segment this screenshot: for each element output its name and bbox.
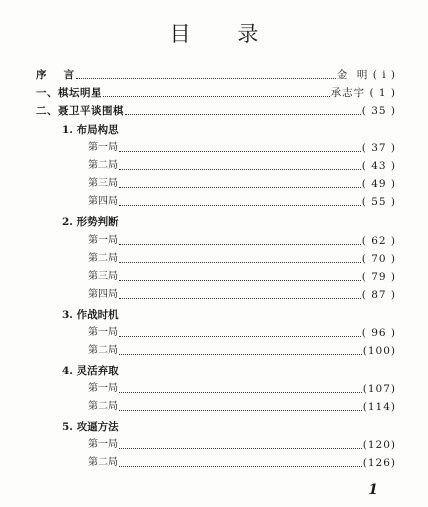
toc-section-3[interactable]: [62, 308, 262, 322]
dot-leader: [119, 298, 361, 299]
toc-section-label: 2. 形势判断: [62, 216, 119, 228]
toc-game-label: 第三局: [88, 271, 118, 282]
toc-game-label: 第二局: [88, 345, 118, 356]
toc-game-entry[interactable]: [88, 234, 396, 248]
dot-leader: [119, 244, 361, 245]
toc-game-entry[interactable]: [88, 177, 396, 191]
toc-game-entry[interactable]: [88, 326, 396, 340]
toc-entry-label: 序 言: [36, 69, 75, 81]
toc-game-label: 第二局: [88, 253, 118, 264]
toc-entry-page: ( 35 ): [361, 105, 396, 117]
toc-entry-preface[interactable]: [36, 68, 396, 82]
toc-game-entry[interactable]: [88, 344, 396, 358]
toc-game-entry[interactable]: [88, 456, 396, 470]
dot-leader: [76, 78, 336, 79]
dot-leader: [119, 392, 362, 393]
toc-game-page: (107): [362, 383, 396, 395]
toc-section-label: 3. 作战时机: [62, 309, 119, 321]
toc-game-label: 第二局: [88, 457, 118, 468]
toc-section-4[interactable]: [62, 364, 262, 378]
toc-game-page: ( 55 ): [361, 196, 396, 208]
toc-game-entry[interactable]: [88, 159, 396, 173]
dot-leader: [119, 280, 361, 281]
page-number: 1: [368, 482, 378, 498]
toc-game-entry[interactable]: [88, 382, 396, 396]
toc-game-page: ( 49 ): [361, 178, 396, 190]
toc-game-page: ( 43 ): [361, 160, 396, 172]
toc-game-label: 第一局: [88, 383, 118, 394]
dot-leader: [119, 262, 361, 263]
toc-section-label: 5. 攻逼方法: [62, 421, 119, 433]
toc-game-page: ( 70 ): [361, 253, 396, 265]
toc-game-page: (120): [362, 439, 396, 451]
toc-game-page: ( 37 ): [361, 142, 396, 154]
toc-game-label: 第三局: [88, 178, 118, 189]
toc-game-entry[interactable]: [88, 288, 396, 302]
toc-game-label: 第一局: [88, 327, 118, 338]
toc-game-page: (114): [362, 401, 396, 413]
toc-game-label: 第一局: [88, 439, 118, 450]
toc-game-label: 第二局: [88, 160, 118, 171]
toc-entry-author: 金 明 ( i ): [336, 69, 396, 81]
dot-leader: [119, 354, 362, 355]
toc-entry-chapter-2[interactable]: [36, 104, 396, 118]
toc-game-label: 第四局: [88, 196, 118, 207]
dot-leader: [119, 205, 361, 206]
toc-game-label: 第一局: [88, 142, 118, 153]
dot-leader: [119, 336, 361, 337]
toc-game-label: 第一局: [88, 235, 118, 246]
toc-game-label: 第二局: [88, 401, 118, 412]
dot-leader: [119, 187, 361, 188]
toc-section-5[interactable]: [62, 420, 262, 434]
toc-game-entry[interactable]: [88, 438, 396, 452]
toc-entry-label: 二、聂卫平谈围棋: [36, 105, 124, 117]
toc-game-page: (100): [362, 345, 396, 357]
dot-leader: [119, 466, 362, 467]
dot-leader: [119, 169, 361, 170]
toc-game-label: 第四局: [88, 289, 118, 300]
toc-game-page: ( 87 ): [361, 289, 396, 301]
toc-game-entry[interactable]: [88, 195, 396, 209]
toc-game-page: ( 62 ): [361, 235, 396, 247]
toc-game-page: ( 79 ): [361, 271, 396, 283]
toc-section-label: 4. 灵活弃取: [62, 365, 119, 377]
toc-entry-label: 一、棋坛明星: [36, 87, 102, 99]
toc-section-2[interactable]: [62, 215, 262, 229]
toc-game-page: ( 96 ): [361, 327, 396, 339]
toc-section-1[interactable]: [62, 123, 262, 137]
toc-game-entry[interactable]: [88, 141, 396, 155]
toc-game-page: (126): [362, 457, 396, 469]
dot-leader: [119, 410, 362, 411]
dot-leader: [103, 96, 330, 97]
toc-entry-chapter-1[interactable]: [36, 86, 396, 100]
toc-game-entry[interactable]: [88, 252, 396, 266]
page-title: 目 录: [169, 22, 279, 46]
dot-leader: [125, 114, 361, 115]
dot-leader: [119, 448, 362, 449]
dot-leader: [119, 151, 361, 152]
toc-game-entry[interactable]: [88, 400, 396, 414]
toc-entry-author: 承志宇 ( 1 ): [330, 87, 396, 99]
toc-game-entry[interactable]: [88, 270, 396, 284]
toc-section-label: 1. 布局构思: [62, 124, 119, 136]
